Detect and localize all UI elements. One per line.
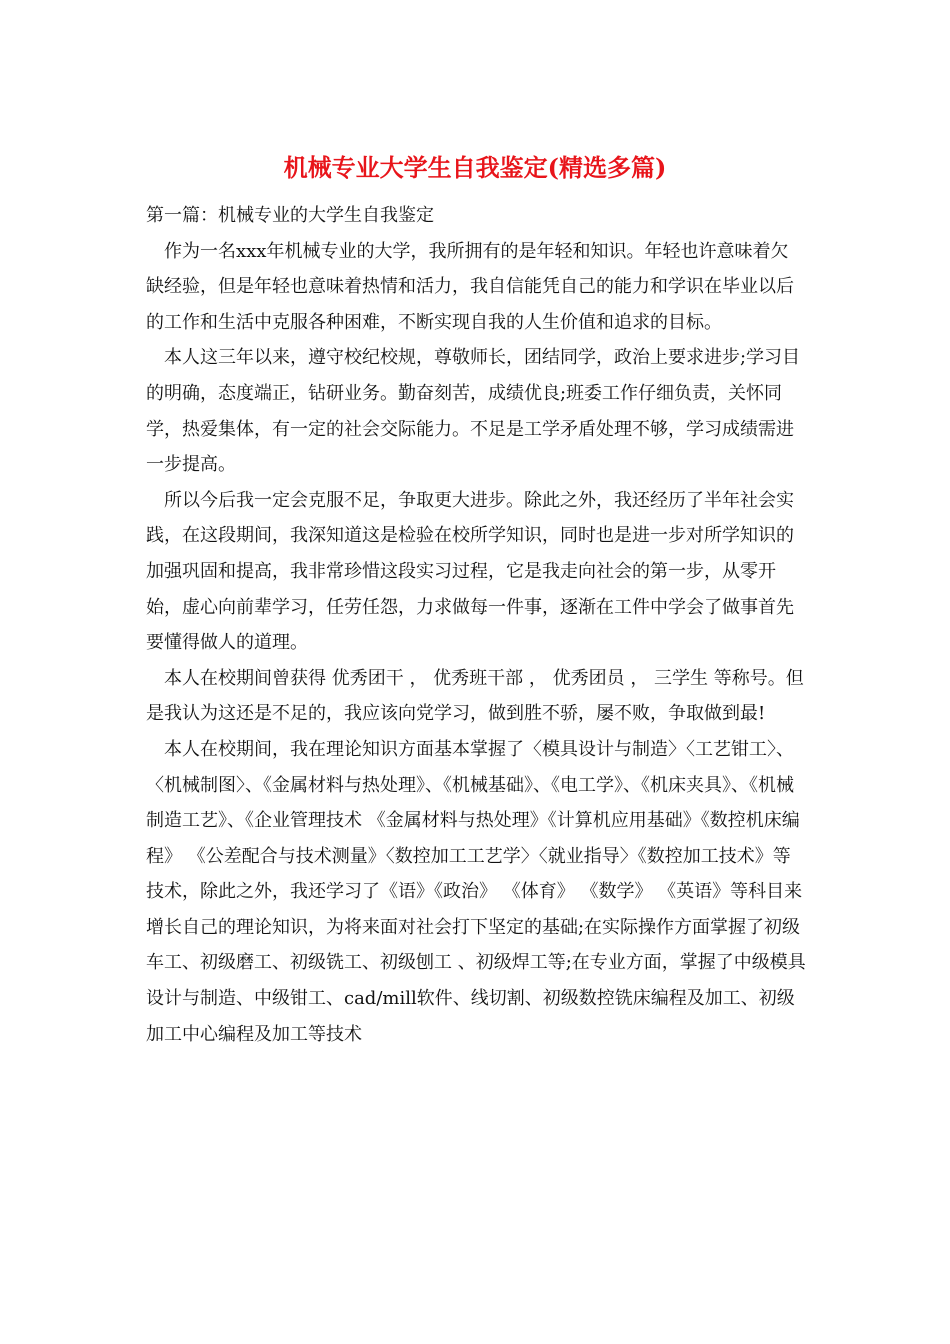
document-body: [146, 198, 806, 1052]
paragraph-3: 所以今后我一定会克服不足，争取更大进步。除此之外，我还经历了半年社会实践，在这段期间，我深知道这是检验在校所学知识，同时也是进一步对所学知识的加强巩固和提高，我非常珍惜这段实习过程，它是我走向社会的第一步，从零开始，虚心向前辈学习，任劳任怨，力求做每一件事，逐渐在工件中学会了做事首先要懂得做人的道理。: [146, 489, 794, 654]
section-heading: 第一篇：机械专业的大学生自我鉴定: [146, 205, 434, 226]
paragraph-4: 本人在校期间曾获得 优秀团干 ， 优秀班干部 ， 优秀团员 ， 三学生 等称号。但是我认为这还是不足的，我应该向党学习，做到胜不骄，屡不败，争取做到最!: [146, 667, 804, 725]
paragraph-1: 作为一名xxx年机械专业的大学，我所拥有的是年轻和知识。年轻也许意味着欠缺经验，但是年轻也意味着热情和活力，我自信能凭自己的能力和学识在毕业以后的工作和生活中克服各种困难，不断实现自我的人生价值和追求的目标。: [146, 240, 794, 333]
document-title: 机械专业大学生自我鉴定(精选多篇): [283, 153, 667, 182]
paragraph-2: 本人这三年以来，遵守校纪校规，尊敬师长，团结同学，政治上要求进步;学习目的明确，态度端正，钻研业务。勤奋刻苦，成绩优良;班委工作仔细负责，关怀同学，热爱集体，有一定的社会交际能力。不足是工学矛盾处理不够，学习成绩需进一步提高。: [146, 347, 801, 476]
paragraph-5: 本人在校期间，我在理论知识方面基本掌握了〈模具设计与制造〉〈工艺钳工〉、〈机械制图〉、《金属材料与热处理》、《机械基础》、《电工学》、《机床夹具》、《机械制造工艺》、《企业管理技术 《金属材料与热处理》《计算机应用基础》《数控机床编程》 《公差配合与技术测量》〈数控加工工艺学〉〈就业指导〉《数控加工技术》等技术，除此之外，我还学习了《语》《政治》 《体育》 《数学》 《英语》等科目来增长自己的理论知识，为将来面对社会打下坚定的基础;在实际操作方面掌握了初级车工、初级磨工、初级铣工、初级刨工 、初级焊工等;在专业方面，掌握了中级模具设计与制造、中级钳工、cad/mill软件、线切割、初级数控铣床编程及加工、初级加工中心编程及加工等技术: [146, 738, 806, 1045]
